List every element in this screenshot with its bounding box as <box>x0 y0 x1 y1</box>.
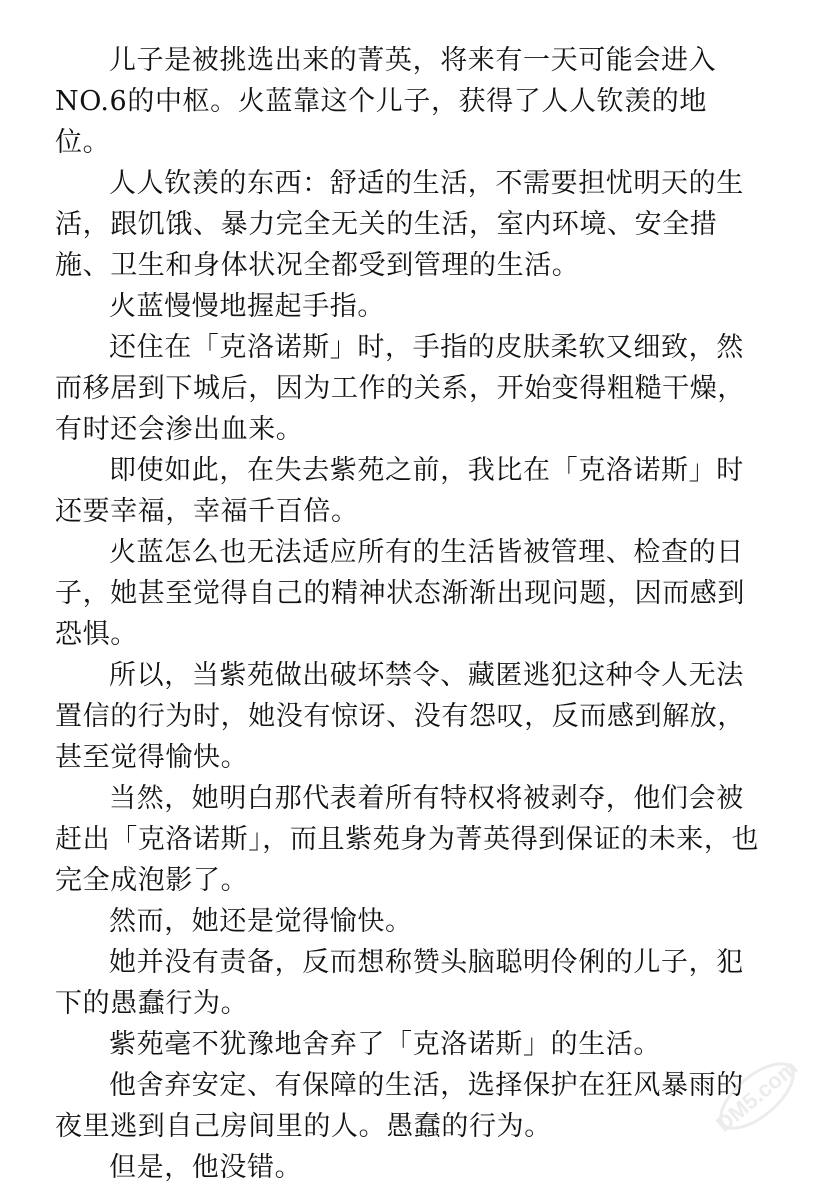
document-page <box>55 40 760 1188</box>
paragraph: 他舍弃安定、有保障的生活，选择保护在狂风暴雨的夜里逃到自己房间里的人。愚蠢的行为。 <box>55 1070 744 1142</box>
paragraph: 火蓝慢慢地握起手指。 <box>109 291 385 322</box>
paragraph: 然而，她还是觉得愉快。 <box>109 906 413 937</box>
watermark-text: DM5.com <box>711 1054 803 1137</box>
paragraph: 火蓝怎么也无法适应所有的生活皆被管理、检查的日子，她甚至觉得自己的精神状态渐渐出现问题，因而感到恐惧。 <box>55 537 745 650</box>
paragraph: 当然，她明白那代表着所有特权将被剥夺，他们会被赶出「克洛诺斯」，而且紫苑身为菁英得到保证的未来，也完全成泡影了。 <box>55 783 760 896</box>
paragraph: 所以，当紫苑做出破坏禁令、藏匿逃犯这种令人无法置信的行为时，她没有惊讶、没有怨叹，反而感到解放，甚至觉得愉快。 <box>55 660 745 773</box>
paragraph: 儿子是被挑选出来的菁英，将来有一天可能会进入NO.6的中枢。火蓝靠这个儿子，获得了人人钦羡的地位。 <box>55 45 717 158</box>
paragraph: 即使如此，在失去紫苑之前，我比在「克洛诺斯」时还要幸福，幸福千百倍。 <box>55 455 744 527</box>
paragraph: 但是，他没错。 <box>109 1152 303 1183</box>
paragraph: 她并没有责备，反而想称赞头脑聪明伶俐的儿子，犯下的愚蠢行为。 <box>55 947 744 1019</box>
paragraph: 紫苑毫不犹豫地舍弃了「克洛诺斯」的生活。 <box>109 1029 661 1060</box>
paragraph: 还住在「克洛诺斯」时，手指的皮肤柔软又细致，然而移居到下城后，因为工作的关系，开始变得粗糙干燥，有时还会渗出血来。 <box>55 332 745 445</box>
paragraph: 人人钦羡的东西：舒适的生活，不需要担忧明天的生活，跟饥饿、暴力完全无关的生活，室内环境、安全措施、卫生和身体状况全都受到管理的生活。 <box>55 168 744 281</box>
dm5-watermark-logo <box>702 1041 812 1151</box>
